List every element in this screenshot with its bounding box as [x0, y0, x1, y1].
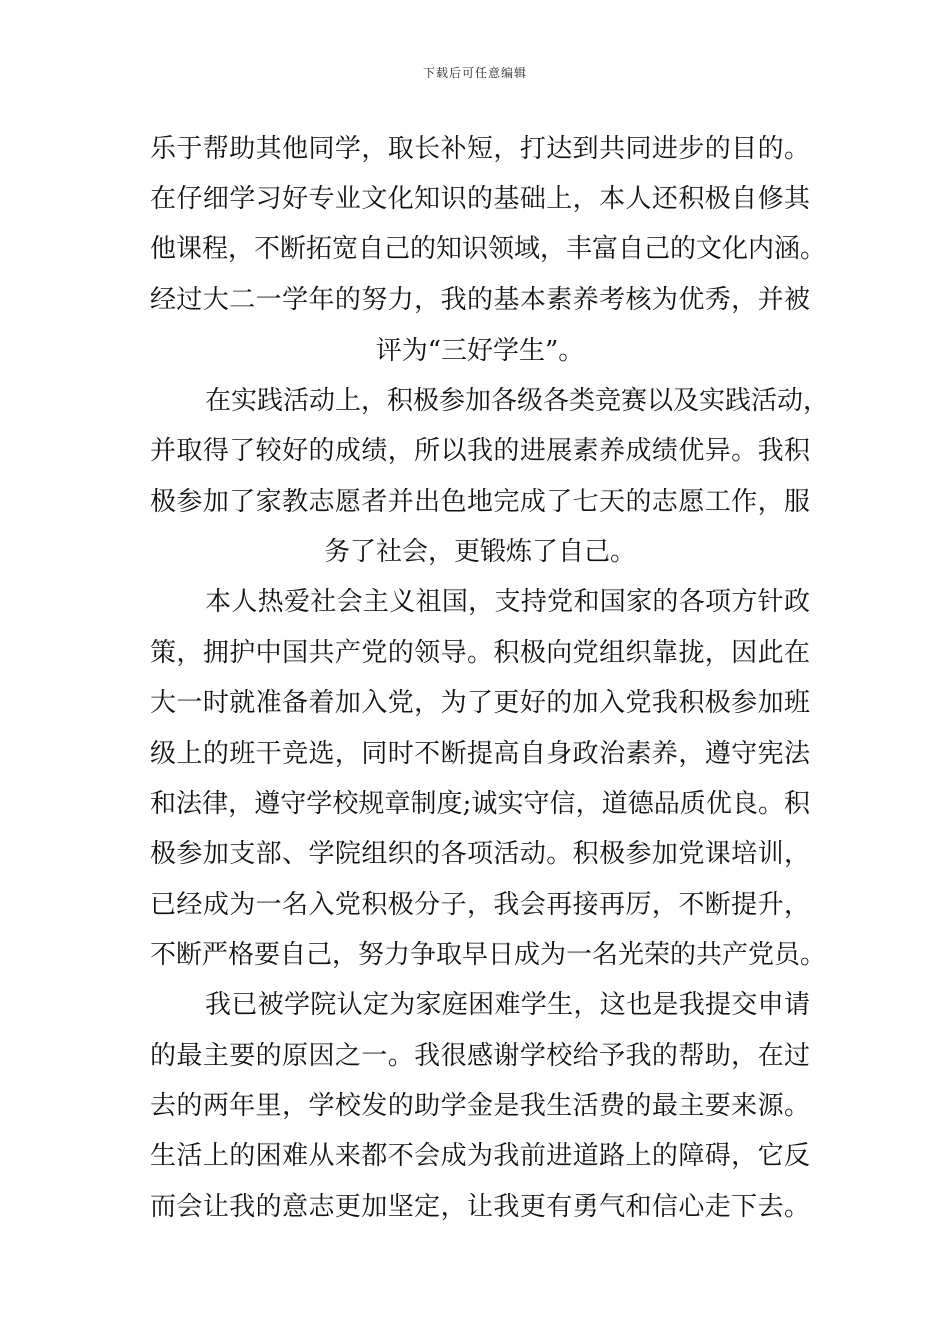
text-line: 的最主要的原因之一。我很感谢学校给予我的帮助，在过: [150, 1041, 810, 1071]
text-line: 他课程，不断拓宽自己的知识领域，丰富自己的文化内涵。: [150, 234, 827, 264]
text-line: 经过大二一学年的努力，我的基本素养考核为优秀，并被: [150, 285, 810, 315]
text-line: 并取得了较好的成绩，所以我的进展素养成绩优异。我积: [150, 436, 810, 466]
text-line: 乐于帮助其他同学，取长补短，打达到共同进步的目的。: [150, 134, 810, 164]
text-line: 我已被学院认定为家庭困难学生，这也是我提交申请: [205, 990, 810, 1020]
text-line: 极参加了家教志愿者并出色地完成了七天的志愿工作，服: [150, 487, 810, 517]
text-line: 评为“三好学生”。: [375, 336, 585, 366]
text-line: 级上的班干竞选，同时不断提高自身政治素养，遵守宪法: [150, 739, 810, 769]
text-line: 极参加支部、学院组织的各项活动。积极参加党课培训，: [150, 839, 810, 869]
text-line: 和法律，遵守学校规章制度;诚实守信，道德品质优良。积: [150, 789, 810, 819]
text-line: 生活上的困难从来都不会成为我前进道路上的障碍，它反: [150, 1141, 810, 1171]
text-line: 不断严格要自己，努力争取早日成为一名光荣的共产党员。: [150, 940, 827, 970]
text-line: 而会让我的意志更加坚定，让我更有勇气和信心走下去。: [150, 1192, 810, 1222]
text-line: 去的两年里，学校发的助学金是我生活费的最主要来源。: [150, 1091, 810, 1121]
text-line: 在仔细学习好专业文化知识的基础上，本人还积极自修其: [150, 184, 810, 214]
text-line: 务了社会，更锻炼了自己。: [323, 537, 636, 567]
text-line: 已经成为一名入党积极分子，我会再接再厉，不断提升，: [150, 890, 810, 920]
text-line: 本人热爱社会主义祖国，支持党和国家的各项方针政: [205, 587, 810, 617]
text-line: 策，拥护中国共产党的领导。积极向党组织靠拢，因此在: [150, 638, 810, 668]
page-header: 下载后可任意编辑: [422, 66, 527, 80]
text-line: 在实践活动上，积极参加各级各类竞赛以及实践活动，: [205, 386, 830, 416]
text-line: 大一时就准备着加入党，为了更好的加入党我积极参加班: [150, 688, 810, 718]
